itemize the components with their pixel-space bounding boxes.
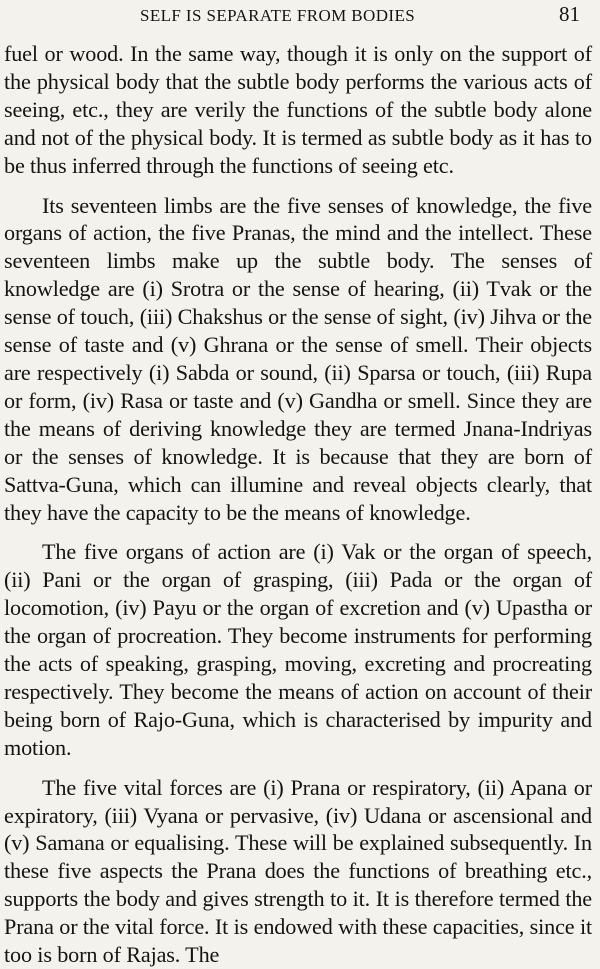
running-title: SELF IS SEPARATE FROM BODIES [140, 6, 416, 25]
paragraph-organs-of-action: The five organs of action are (i) Vak or the organ of speech, (ii) Pani or the organ of grasping, (iii) Pada or the organ of locomotion, (iv) Payu or the organ of excretion and (v) Upastha or the organ of procreation. They become instruments for performing the acts of speaking, grasping, moving, excreting and procreating respectively. They become the means of action on account of their being born of Rajo-Guna, which is characterised by impurity and motion. [4, 539, 592, 760]
body-text [4, 40, 592, 969]
paragraph-vital-forces: The five vital forces are (i) Prana or respiratory, (ii) Apana or expiratory, (iii) Vyana or pervasive, (iv) Udana or ascensional and (v) Samana or equalising. These will be explained subsequently. In these five aspects the Prana does the functions of breathing etc., supports the body and gives strength to it. It is therefore termed the Prana or the vital force. It is endowed with these capacities, since it too is born of Rajas. The [4, 774, 592, 968]
running-header [4, 0, 592, 40]
paragraph-continued: fuel or wood. In the same way, though it is only on the support of the physical body that the subtle body performs the various acts of seeing, etc., they are verily the functions of the subtle body alone and not of the physical body. It is termed as subtle body as it has to be thus inferred through the functions of seeing etc. [4, 41, 592, 178]
paragraph-seventeen-limbs: Its seventeen limbs are the five senses of knowledge, the five organs of action, the five Pranas, the mind and the intellect. These seventeen limbs make up the subtle body. The senses of knowledge are (i) Srotra or the sense of hearing, (ii) Tvak or the sense of touch, (iii) Chakshus or the sense of sight, (iv) Jihva or the sense of taste and (v) Ghrana or the sense of smell. Their objects are respectively (i) Sabda or sound, (ii) Sparsa or touch, (iii) Rupa or form, (iv) Rasa or taste and (v) Gandha or smell. Since they are the means of deriving knowledge they are termed Jnana-Indriyas or the senses of knowledge. It is because that they are born of Sattva-Guna, which can illumine and reveal objects clearly, that they have the capacity to be the means of knowledge. [4, 192, 592, 525]
page-number: 81 [559, 2, 580, 26]
